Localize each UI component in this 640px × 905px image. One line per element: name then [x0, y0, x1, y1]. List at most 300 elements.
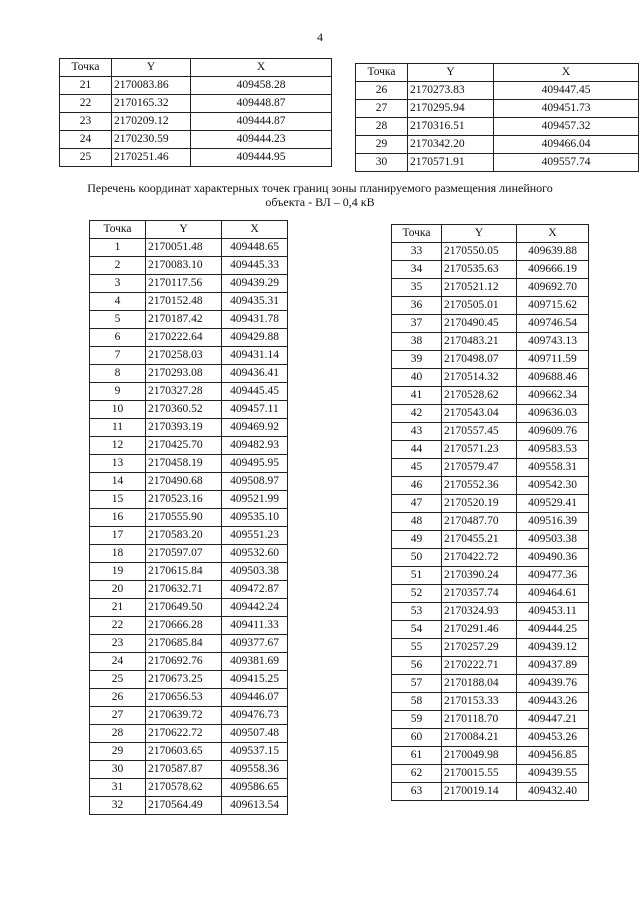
header-point: Точка	[392, 225, 442, 243]
table-row	[90, 437, 288, 455]
point-cell: 33	[392, 243, 442, 261]
table-row	[90, 635, 288, 653]
point-cell: 57	[392, 675, 442, 693]
y-cell: 2170049.98	[442, 747, 517, 765]
y-cell: 2170587.87	[146, 761, 222, 779]
table-row	[392, 765, 589, 783]
table-row	[90, 725, 288, 743]
point-cell: 12	[90, 437, 146, 455]
table-row	[90, 527, 288, 545]
y-cell: 2170666.28	[146, 617, 222, 635]
table-row	[392, 531, 589, 549]
point-cell: 32	[90, 797, 146, 815]
x-cell: 409609.76	[517, 423, 589, 441]
table-row	[392, 621, 589, 639]
point-cell: 58	[392, 693, 442, 711]
point-cell: 23	[90, 635, 146, 653]
y-cell: 2170673.25	[146, 671, 222, 689]
x-cell: 409472.87	[222, 581, 288, 599]
header-x: X	[191, 59, 332, 77]
x-cell: 409444.95	[191, 149, 332, 167]
table-row	[392, 243, 589, 261]
x-cell: 409503.38	[222, 563, 288, 581]
table-row	[392, 369, 589, 387]
y-cell: 2170649.50	[146, 599, 222, 617]
y-cell: 2170514.32	[442, 369, 517, 387]
point-cell: 10	[90, 401, 146, 419]
point-cell: 45	[392, 459, 442, 477]
point-cell: 28	[90, 725, 146, 743]
x-cell: 409490.36	[517, 549, 589, 567]
y-cell: 2170487.70	[442, 513, 517, 531]
x-cell: 409558.31	[517, 459, 589, 477]
x-cell: 409415.25	[222, 671, 288, 689]
table-row	[356, 118, 639, 136]
y-cell: 2170222.64	[146, 329, 222, 347]
y-cell: 2170578.62	[146, 779, 222, 797]
point-cell: 9	[90, 383, 146, 401]
y-cell: 2170230.59	[112, 131, 191, 149]
point-cell: 28	[356, 118, 408, 136]
point-cell: 43	[392, 423, 442, 441]
point-cell: 20	[90, 581, 146, 599]
x-cell: 409586.65	[222, 779, 288, 797]
y-cell: 2170324.93	[442, 603, 517, 621]
point-cell: 62	[392, 765, 442, 783]
table-row	[90, 329, 288, 347]
x-cell: 409666.19	[517, 261, 589, 279]
table-row	[392, 675, 589, 693]
point-cell: 34	[392, 261, 442, 279]
x-cell: 409448.65	[222, 239, 288, 257]
y-cell: 2170015.55	[442, 765, 517, 783]
table-row	[90, 509, 288, 527]
y-cell: 2170555.90	[146, 509, 222, 527]
point-cell: 63	[392, 783, 442, 801]
table-row	[90, 383, 288, 401]
point-cell: 48	[392, 513, 442, 531]
x-cell: 409442.24	[222, 599, 288, 617]
point-cell: 26	[356, 82, 408, 100]
y-cell: 2170552.36	[442, 477, 517, 495]
table-row	[90, 347, 288, 365]
x-cell: 409477.36	[517, 567, 589, 585]
y-cell: 2170360.52	[146, 401, 222, 419]
point-cell: 25	[90, 671, 146, 689]
point-cell: 1	[90, 239, 146, 257]
x-cell: 409435.31	[222, 293, 288, 311]
point-cell: 17	[90, 527, 146, 545]
y-cell: 2170557.45	[442, 423, 517, 441]
y-cell: 2170490.45	[442, 315, 517, 333]
table-row	[392, 477, 589, 495]
point-cell: 29	[90, 743, 146, 761]
point-cell: 49	[392, 531, 442, 549]
y-cell: 2170258.03	[146, 347, 222, 365]
table-row	[90, 707, 288, 725]
table-row	[392, 459, 589, 477]
y-cell: 2170639.72	[146, 707, 222, 725]
point-cell: 39	[392, 351, 442, 369]
table-row	[60, 95, 332, 113]
y-cell: 2170188.04	[442, 675, 517, 693]
y-cell: 2170342.20	[408, 136, 494, 154]
y-cell: 2170083.10	[146, 257, 222, 275]
table-row	[392, 387, 589, 405]
x-cell: 409507.48	[222, 725, 288, 743]
y-cell: 2170543.04	[442, 405, 517, 423]
y-cell: 2170316.51	[408, 118, 494, 136]
point-cell: 4	[90, 293, 146, 311]
point-cell: 16	[90, 509, 146, 527]
x-cell: 409583.53	[517, 441, 589, 459]
header-y: Y	[442, 225, 517, 243]
y-cell: 2170390.24	[442, 567, 517, 585]
point-cell: 7	[90, 347, 146, 365]
point-cell: 38	[392, 333, 442, 351]
x-cell: 409431.78	[222, 311, 288, 329]
x-cell: 409443.26	[517, 693, 589, 711]
header-x: X	[494, 64, 639, 82]
y-cell: 2170422.72	[442, 549, 517, 567]
table-row	[90, 491, 288, 509]
y-cell: 2170019.14	[442, 783, 517, 801]
table-row	[356, 154, 639, 172]
x-cell: 409436.41	[222, 365, 288, 383]
y-cell: 2170293.08	[146, 365, 222, 383]
y-cell: 2170564.49	[146, 797, 222, 815]
y-cell: 2170455.21	[442, 531, 517, 549]
table-row	[392, 783, 589, 801]
y-cell: 2170153.33	[442, 693, 517, 711]
x-cell: 409542.30	[517, 477, 589, 495]
point-cell: 14	[90, 473, 146, 491]
point-cell: 60	[392, 729, 442, 747]
y-cell: 2170327.28	[146, 383, 222, 401]
x-cell: 409464.61	[517, 585, 589, 603]
x-cell: 409439.55	[517, 765, 589, 783]
table-row	[392, 657, 589, 675]
table-row	[392, 585, 589, 603]
table-header-row	[90, 221, 288, 239]
x-cell: 409711.59	[517, 351, 589, 369]
x-cell: 409715.62	[517, 297, 589, 315]
table-row	[392, 711, 589, 729]
y-cell: 2170357.74	[442, 585, 517, 603]
x-cell: 409537.15	[222, 743, 288, 761]
table-row	[392, 513, 589, 531]
x-cell: 409444.87	[191, 113, 332, 131]
point-cell: 2	[90, 257, 146, 275]
x-cell: 409613.54	[222, 797, 288, 815]
x-cell: 409447.21	[517, 711, 589, 729]
table-row	[392, 549, 589, 567]
x-cell: 409411.33	[222, 617, 288, 635]
y-cell: 2170118.70	[442, 711, 517, 729]
table-row	[90, 653, 288, 671]
header-y: Y	[408, 64, 494, 82]
point-cell: 21	[90, 599, 146, 617]
table-row	[392, 603, 589, 621]
y-cell: 2170222.71	[442, 657, 517, 675]
header-point: Точка	[356, 64, 408, 82]
point-cell: 47	[392, 495, 442, 513]
y-cell: 2170571.91	[408, 154, 494, 172]
x-cell: 409743.13	[517, 333, 589, 351]
y-cell: 2170291.46	[442, 621, 517, 639]
y-cell: 2170084.21	[442, 729, 517, 747]
x-cell: 409447.45	[494, 82, 639, 100]
point-cell: 8	[90, 365, 146, 383]
x-cell: 409444.25	[517, 621, 589, 639]
point-cell: 23	[60, 113, 112, 131]
table-row	[90, 599, 288, 617]
coordinates-table-3	[89, 220, 288, 815]
x-cell: 409453.11	[517, 603, 589, 621]
y-cell: 2170273.83	[408, 82, 494, 100]
y-cell: 2170535.63	[442, 261, 517, 279]
x-cell: 409448.87	[191, 95, 332, 113]
point-cell: 54	[392, 621, 442, 639]
point-cell: 50	[392, 549, 442, 567]
x-cell: 409532.60	[222, 545, 288, 563]
x-cell: 409639.88	[517, 243, 589, 261]
coordinates-table-1	[59, 58, 332, 167]
point-cell: 30	[356, 154, 408, 172]
y-cell: 2170685.84	[146, 635, 222, 653]
table-row	[90, 761, 288, 779]
table-row	[392, 297, 589, 315]
table-row	[90, 293, 288, 311]
point-cell: 46	[392, 477, 442, 495]
x-cell: 409444.23	[191, 131, 332, 149]
table-row	[90, 671, 288, 689]
table-row	[392, 261, 589, 279]
header-point: Точка	[90, 221, 146, 239]
y-cell: 2170622.72	[146, 725, 222, 743]
y-cell: 2170603.65	[146, 743, 222, 761]
y-cell: 2170209.12	[112, 113, 191, 131]
y-cell: 2170571.23	[442, 441, 517, 459]
point-cell: 42	[392, 405, 442, 423]
x-cell: 409746.54	[517, 315, 589, 333]
point-cell: 44	[392, 441, 442, 459]
point-cell: 5	[90, 311, 146, 329]
table-row	[90, 455, 288, 473]
table-row	[60, 113, 332, 131]
table-row	[60, 77, 332, 95]
point-cell: 29	[356, 136, 408, 154]
x-cell: 409429.88	[222, 329, 288, 347]
header-y: Y	[146, 221, 222, 239]
x-cell: 409432.40	[517, 783, 589, 801]
x-cell: 409688.46	[517, 369, 589, 387]
x-cell: 409445.33	[222, 257, 288, 275]
y-cell: 2170615.84	[146, 563, 222, 581]
table-row	[356, 100, 639, 118]
table-header-row	[392, 225, 589, 243]
x-cell: 409453.26	[517, 729, 589, 747]
table-row	[90, 689, 288, 707]
x-cell: 409558.36	[222, 761, 288, 779]
y-cell: 2170521.12	[442, 279, 517, 297]
x-cell: 409476.73	[222, 707, 288, 725]
point-cell: 25	[60, 149, 112, 167]
x-cell: 409439.29	[222, 275, 288, 293]
point-cell: 24	[60, 131, 112, 149]
point-cell: 27	[356, 100, 408, 118]
y-cell: 2170257.29	[442, 639, 517, 657]
table-row	[90, 239, 288, 257]
y-cell: 2170490.68	[146, 473, 222, 491]
x-cell: 409466.04	[494, 136, 639, 154]
x-cell: 409457.11	[222, 401, 288, 419]
x-cell: 409445.45	[222, 383, 288, 401]
y-cell: 2170117.56	[146, 275, 222, 293]
y-cell: 2170597.07	[146, 545, 222, 563]
y-cell: 2170483.21	[442, 333, 517, 351]
x-cell: 409381.69	[222, 653, 288, 671]
point-cell: 31	[90, 779, 146, 797]
y-cell: 2170520.19	[442, 495, 517, 513]
coordinates-table-4	[391, 224, 589, 801]
y-cell: 2170523.16	[146, 491, 222, 509]
point-cell: 59	[392, 711, 442, 729]
table-row	[392, 333, 589, 351]
table-row	[90, 743, 288, 761]
point-cell: 35	[392, 279, 442, 297]
header-y: Y	[112, 59, 191, 77]
table-caption: Перечень координат характерных точек границ зоны планируемого размещения линейного объекта - ВЛ – 0,4 кВ	[87, 181, 553, 209]
table-row	[392, 693, 589, 711]
point-cell: 24	[90, 653, 146, 671]
table-row	[90, 545, 288, 563]
point-cell: 52	[392, 585, 442, 603]
x-cell: 409516.39	[517, 513, 589, 531]
header-point: Точка	[60, 59, 112, 77]
x-cell: 409535.10	[222, 509, 288, 527]
y-cell: 2170458.19	[146, 455, 222, 473]
y-cell: 2170295.94	[408, 100, 494, 118]
y-cell: 2170251.46	[112, 149, 191, 167]
x-cell: 409456.85	[517, 747, 589, 765]
y-cell: 2170165.32	[112, 95, 191, 113]
point-cell: 18	[90, 545, 146, 563]
x-cell: 409503.38	[517, 531, 589, 549]
table-row	[90, 311, 288, 329]
y-cell: 2170498.07	[442, 351, 517, 369]
table-row	[90, 563, 288, 581]
table-row	[90, 779, 288, 797]
y-cell: 2170505.01	[442, 297, 517, 315]
table-row	[90, 473, 288, 491]
table-row	[392, 279, 589, 297]
table-row	[90, 419, 288, 437]
point-cell: 56	[392, 657, 442, 675]
table-row	[90, 275, 288, 293]
x-cell: 409457.32	[494, 118, 639, 136]
table-row	[392, 567, 589, 585]
point-cell: 26	[90, 689, 146, 707]
x-cell: 409437.89	[517, 657, 589, 675]
x-cell: 409469.92	[222, 419, 288, 437]
y-cell: 2170051.48	[146, 239, 222, 257]
x-cell: 409439.12	[517, 639, 589, 657]
x-cell: 409482.93	[222, 437, 288, 455]
table-row	[392, 639, 589, 657]
y-cell: 2170083.86	[112, 77, 191, 95]
x-cell: 409439.76	[517, 675, 589, 693]
header-x: X	[517, 225, 589, 243]
y-cell: 2170579.47	[442, 459, 517, 477]
point-cell: 30	[90, 761, 146, 779]
table-row	[90, 401, 288, 419]
table-row	[356, 136, 639, 154]
point-cell: 3	[90, 275, 146, 293]
x-cell: 409495.95	[222, 455, 288, 473]
y-cell: 2170692.76	[146, 653, 222, 671]
y-cell: 2170425.70	[146, 437, 222, 455]
x-cell: 409692.70	[517, 279, 589, 297]
y-cell: 2170528.62	[442, 387, 517, 405]
table-row	[392, 495, 589, 513]
table-header-row	[60, 59, 332, 77]
y-cell: 2170152.48	[146, 293, 222, 311]
table-row	[392, 351, 589, 369]
point-cell: 22	[90, 617, 146, 635]
point-cell: 22	[60, 95, 112, 113]
x-cell: 409458.28	[191, 77, 332, 95]
y-cell: 2170187.42	[146, 311, 222, 329]
table-row	[356, 82, 639, 100]
x-cell: 409446.07	[222, 689, 288, 707]
x-cell: 409551.23	[222, 527, 288, 545]
table-row	[392, 441, 589, 459]
table-row	[392, 315, 589, 333]
y-cell: 2170550.05	[442, 243, 517, 261]
table-row	[90, 581, 288, 599]
x-cell: 409377.67	[222, 635, 288, 653]
table-row	[90, 797, 288, 815]
table-row	[90, 365, 288, 383]
point-cell: 27	[90, 707, 146, 725]
x-cell: 409557.74	[494, 154, 639, 172]
x-cell: 409451.73	[494, 100, 639, 118]
point-cell: 19	[90, 563, 146, 581]
y-cell: 2170632.71	[146, 581, 222, 599]
x-cell: 409636.03	[517, 405, 589, 423]
table-row	[392, 729, 589, 747]
x-cell: 409431.14	[222, 347, 288, 365]
table-header-row	[356, 64, 639, 82]
y-cell: 2170583.20	[146, 527, 222, 545]
point-cell: 40	[392, 369, 442, 387]
point-cell: 53	[392, 603, 442, 621]
point-cell: 21	[60, 77, 112, 95]
x-cell: 409662.34	[517, 387, 589, 405]
y-cell: 2170656.53	[146, 689, 222, 707]
table-row	[60, 131, 332, 149]
table-row	[392, 747, 589, 765]
table-row	[90, 617, 288, 635]
table-row	[392, 423, 589, 441]
point-cell: 6	[90, 329, 146, 347]
header-x: X	[222, 221, 288, 239]
table-row	[392, 405, 589, 423]
point-cell: 15	[90, 491, 146, 509]
x-cell: 409529.41	[517, 495, 589, 513]
coordinates-table-2	[355, 63, 639, 172]
